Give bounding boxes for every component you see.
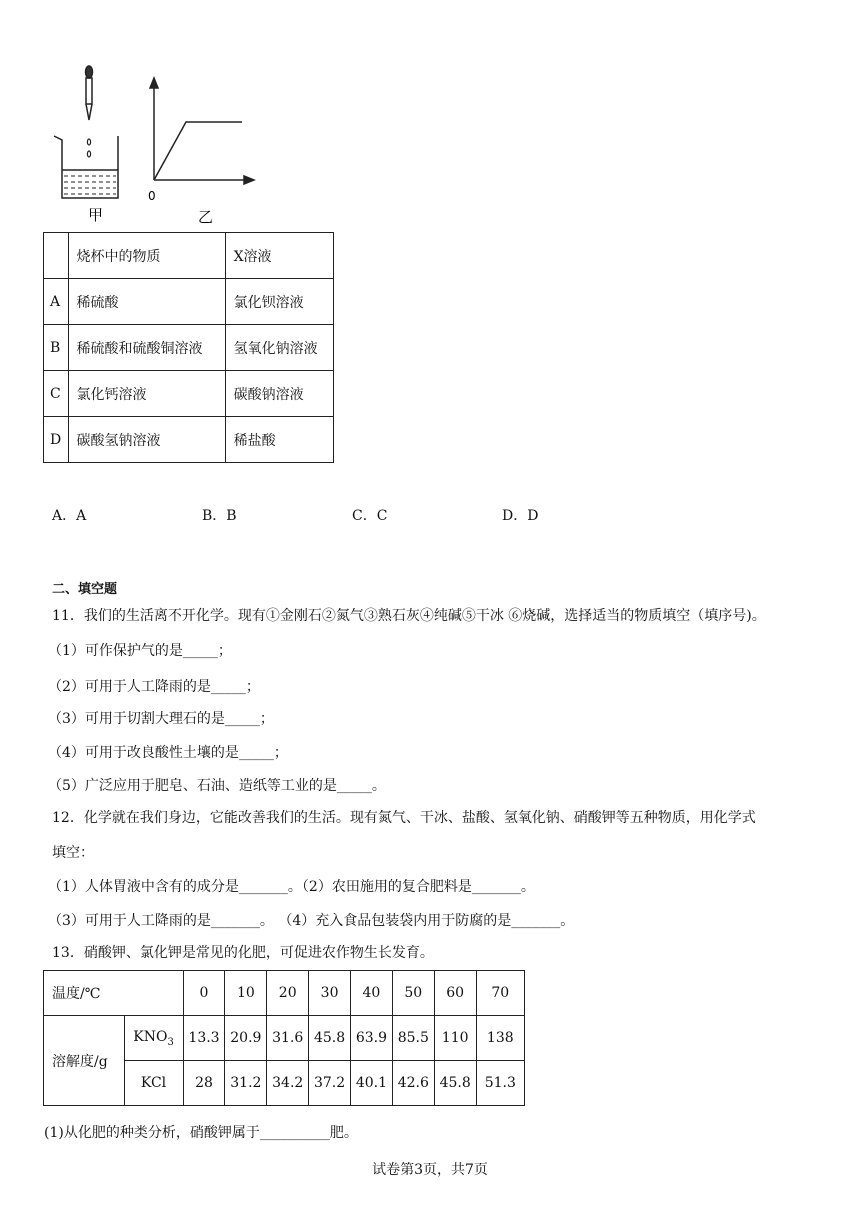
q11-item-3: （3）可用于切割大理石的是_____； [48,711,274,727]
temp-cell: 30 [309,971,351,1016]
q13-stem: 13．硝酸钾、氯化钾是常见的化肥，可促进农作物生长发育。 [52,945,434,961]
table-cell: 稀硫酸 [68,279,225,325]
kcl-cell: 40.1 [351,1061,393,1106]
table-cell: 氢氧化钠溶液 [225,325,333,371]
reagent-table [43,232,334,463]
kcl-cell: 51.3 [476,1061,524,1106]
temp-cell: 50 [392,971,434,1016]
table-row [44,971,525,1016]
kcl-cell: 37.2 [309,1061,351,1106]
kcl-label: KCl [124,1061,183,1106]
temp-cell: 40 [351,971,393,1016]
option-a: A．A [52,508,87,524]
table-row [44,371,334,417]
q12-line2: （3）可用于人工降雨的是_______。 （4）充入食品包装袋内用于防腐的是_______。 [48,913,575,929]
temp-cell: 70 [476,971,524,1016]
section-title: 二、填空题 [52,582,118,597]
table-header-beaker: 烧杯中的物质 [68,233,225,279]
kcl-cell: 42.6 [392,1061,434,1106]
table-header-x-solution: X溶液 [225,233,333,279]
kno3-cell: 45.8 [309,1016,351,1061]
table-row [44,233,334,279]
dropper-icon [86,66,93,120]
table-cell: B [44,325,69,371]
q11-stem: 11．我们的生活离不开化学。现有①金刚石②氮气③熟石灰④纯碱⑤干冰 ⑥烧碱，选择适当的物质填空（填序号)。 [52,608,766,624]
table-row [44,1016,525,1061]
temp-label: 温度/℃ [44,971,184,1016]
q12-stem-line2: 填空： [52,845,94,861]
table-cell: D [44,417,69,463]
table-cell: C [44,371,69,417]
option-d: D．D [502,508,539,524]
experiment-figure [40,58,280,228]
q11-item-5: （5）广泛应用于肥皂、石油、造纸等工业的是_____。 [48,778,386,794]
table-row [44,325,334,371]
table-cell: A [44,279,69,325]
kno3-cell: 138 [476,1016,524,1061]
figure-label-yi: 乙 [198,208,214,226]
kcl-cell: 28 [183,1061,225,1106]
q11-item-2: （2）可用于人工降雨的是_____； [48,679,260,695]
table-cell: 碳酸氢钠溶液 [68,417,225,463]
table-cell: 稀盐酸 [225,417,333,463]
temp-cell: 60 [434,971,476,1016]
q12-line1: （1）人体胃液中含有的成分是_______。（2）农田施用的复合肥料是_______。 [48,879,535,895]
kno3-cell: 63.9 [351,1016,393,1061]
q11-item-1: （1）可作保护气的是_____； [48,643,232,659]
table-row [44,417,334,463]
table-cell: 碳酸钠溶液 [225,371,333,417]
kno3-cell: 31.6 [267,1016,309,1061]
kno3-label: $KNO_3$ [124,1016,183,1061]
table-cell [44,233,69,279]
graph-origin: 0 [148,189,156,203]
kno3-cell: 20.9 [225,1016,267,1061]
q12-stem-line1: 12．化学就在我们身边，它能改善我们的生活。现有氮气、干冰、盐酸、氢氧化钠、硝酸钾等五种物质，用化学式 [52,810,756,826]
solubility-table [43,970,525,1106]
kno3-cell: 85.5 [392,1016,434,1061]
temp-cell: 0 [183,971,225,1016]
drops-icon [87,139,90,157]
kcl-cell: 45.8 [434,1061,476,1106]
temp-cell: 20 [267,971,309,1016]
page-footer: 试卷第3页，共7页 [372,1162,488,1178]
temp-cell: 10 [225,971,267,1016]
option-c: C．C [352,508,388,524]
kno3-cell: 110 [434,1016,476,1061]
q11-item-4: （4）可用于改良酸性土壤的是_____； [48,745,288,761]
table-cell: 氯化钡溶液 [225,279,333,325]
q13-sub1: (1)从化肥的种类分析，硝酸钾属于__________肥。 [44,1125,358,1141]
kno3-cell: 13.3 [183,1016,225,1061]
solubility-label: 溶解度/g [44,1016,125,1106]
option-b: B．B [202,508,237,524]
figure-label-jia: 甲 [88,206,104,224]
table-row [44,279,334,325]
kcl-cell: 34.2 [267,1061,309,1106]
table-cell: 氯化钙溶液 [68,371,225,417]
graph-axes [150,78,254,184]
graph-line [154,122,242,180]
table-cell: 稀硫酸和硫酸铜溶液 [68,325,225,371]
beaker-icon [54,136,118,198]
kcl-cell: 31.2 [225,1061,267,1106]
